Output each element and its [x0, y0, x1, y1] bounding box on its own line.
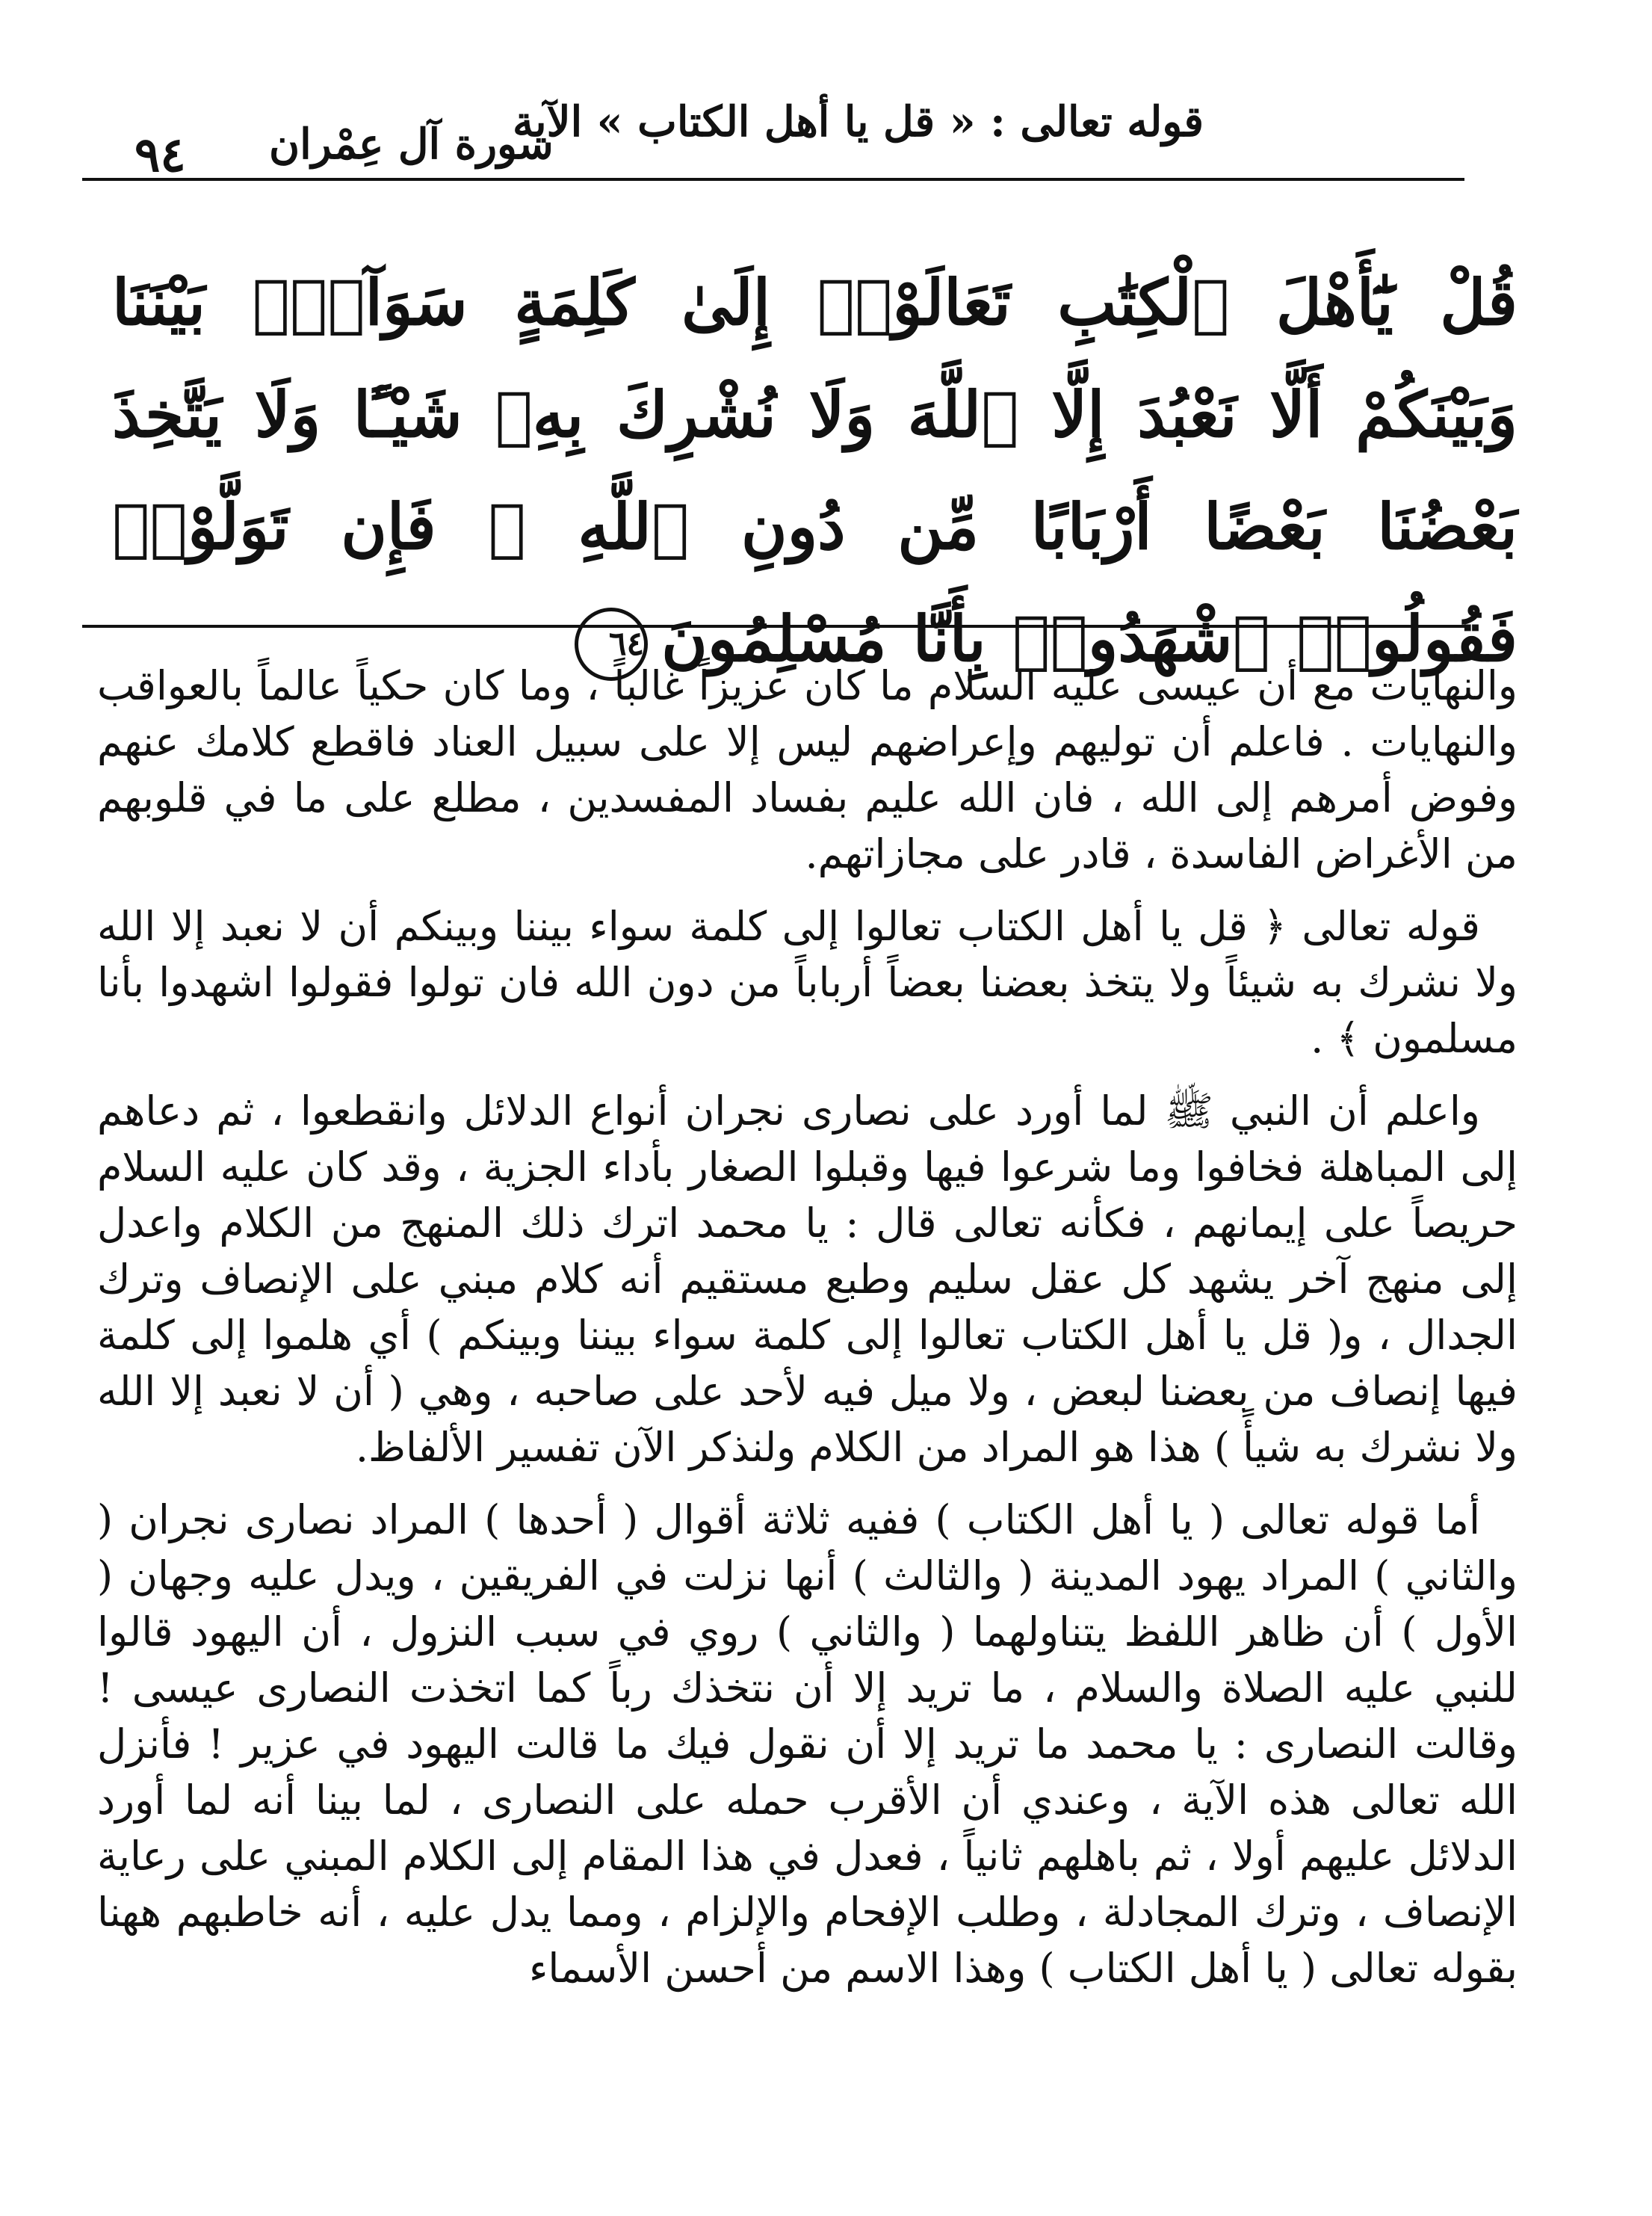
surah-name: سورة آل عِمْران	[269, 120, 554, 169]
commentary-text	[97, 658, 1518, 2013]
verse-text: قُلْ يَٰٓأَهْلَ ٱلْكِتَٰبِ تَعَالَوْا۟ إِلَىٰ كَلِمَةٍ سَوَآءٍۭ بَيْنَنَا وَبَيْنَكُمْ أَلَّا نَعْبُدَ إِلَّا ٱللَّهَ وَلَا نُشْرِكَ بِهِۦ شَيْـًٔا وَلَا يَتَّخِذَ بَعْضُنَا بَعْضًا أَرْبَابًا مِّن دُونِ ٱللَّهِ ۚ فَإِن تَوَلَّوْا۟ فَقُولُوا۟ ٱشْهَدُوا۟ بِأَنَّا مُسْلِمُونَ	[112, 265, 1518, 676]
quran-verse	[112, 247, 1518, 695]
header-rule	[82, 178, 1464, 181]
page-header	[105, 97, 1547, 183]
paragraph: واعلم أن النبي ﷺ لما أورد على نصارى نجران أنواع الدلائل وانقطعوا ، ثم دعاهم إلى المباهلة فخافوا وما شرعوا فيها وقبلوا الصغار بأداء الجزية ، وقد كان عليه السلام حريصاً على إيمانهم ، فكأنه تعالى قال : يا محمد اترك ذلك المنهج من الكلام واعدل إلى منهج آخر يشهد كل عقل سليم وطبع مستقيم أنه كلام مبني على الإنصاف وترك الجدال ، و( قل يا أهل الكتاب تعالوا إلى كلمة سواء بيننا وبينكم ) أي هلموا إلى كلمة فيها إنصاف من بعضنا لبعض ، ولا ميل فيه لأحد على صاحبه ، وهي ( أن لا نعبد إلا الله ولا نشرك به شيأً ) هذا هو المراد من الكلام ولنذكر الآن تفسير الألفاظ.	[97, 1087, 1518, 1471]
verse-number-ornament: ٦٤	[575, 608, 648, 681]
page-number: ٩٤	[134, 127, 186, 183]
verse-rule	[82, 625, 1464, 628]
running-title: قوله تعالى : « قل يا أهل الكتاب » الآية	[513, 97, 1204, 146]
paragraph: أما قوله تعالى ( يا أهل الكتاب ) ففيه ثلاثة أقوال ( أحدها ) المراد نصارى نجران ( والثاني ) المراد يهود المدينة ( والثالث ) أنها نزلت في الفريقين ، ويدل عليه وجهان ( الأول ) أن ظاهر اللفظ يتناولهما ( والثاني ) روي في سبب النزول ، أن اليهود قالوا للنبي عليه الصلاة والسلام ، ما تريد إلا أن نتخذك رباً كما اتخذت النصارى عيسى ! وقالت النصارى : يا محمد ما تريد إلا أن نقول فيك ما قالت اليهود في عزير ! فأنزل الله تعالى هذه الآية ، وعندي أن الأقرب حمله على النصارى ، لما بينا أنه لما أورد الدلائل عليهم أولا ، ثم باهلهم ثانياً ، فعدل في هذا المقام إلى الكلام المبني على رعاية الإنصاف ، وترك المجادلة ، وطلب الإفحام والإلزام ، ومما يدل عليه ، أنه خاطبهم ههنا بقوله تعالى ( يا أهل الكتاب ) وهذا الاسم من أحسن الأسماء	[97, 1496, 1518, 1992]
paragraph: قوله تعالى ﴿ قل يا أهل الكتاب تعالوا إلى كلمة سواء بيننا وبينكم أن لا نعبد إلا الله ولا نشرك به شيئاً ولا يتخذ بعضنا بعضاً أرباباً من دون الله فان تولوا فقولوا اشهدوا بأنا مسلمون ﴾ .	[97, 903, 1518, 1062]
paragraph: والنهايات مع أن عيسى عليه السلام ما كان عزيزاً غالباً ، وما كان حكياً عالماً بالعواقب والنهايات . فاعلم أن توليهم وإعراضهم ليس إلا على سبيل العناد فاقطع كلامك عنهم وفوض أمرهم إلى الله ، فان الله عليم بفساد المفسدين ، مطلع على ما في قلوبهم من الأغراض الفاسدة ، قادر على مجازاتهم.	[97, 662, 1518, 877]
